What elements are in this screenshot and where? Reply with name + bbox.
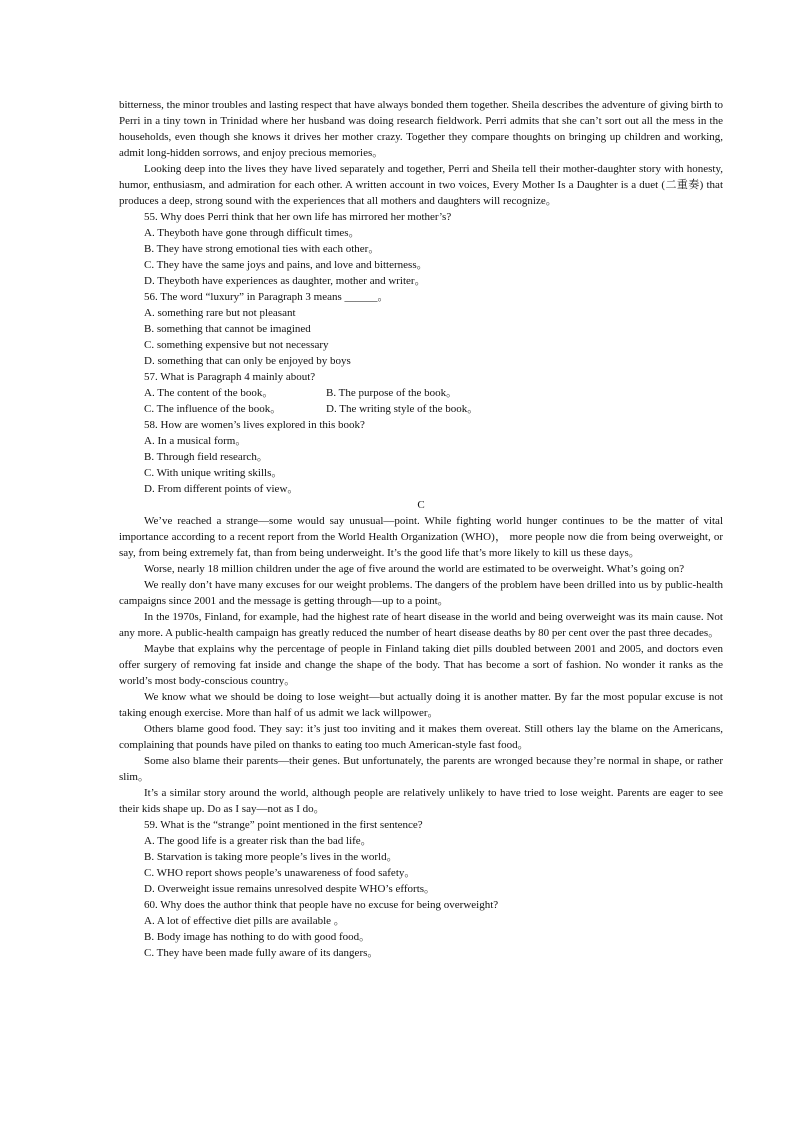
passage-c-paragraph-3: We really don’t have many excuses for our weight problems. The dangers of the problem have been drilled into us by public-health campaigns since 2001 and the message is getting through—up to a point。 [119, 579, 723, 607]
passage-b-paragraph-last: Looking deep into the lives they have lived separately and together, Perri and Sheila tell their mother-daughter story with honesty, humor, enthusiasm, and admiration for each other. A written account in two voices, Every Mother Is a Daughter is a duet (二重奏) that produces a deep, strong sound with the experiences that all mothers and daughters will recognize。 [119, 163, 723, 207]
passage-c-paragraph-5: Maybe that explains why the percentage of people in Finland taking diet pills doubled between 2001 and 2005, and doctors even offer surgery of removing fat inside and change the shape of the body. That has become a sort of fashion. No wonder it ranks as the world’s most body-conscious country。 [119, 643, 723, 687]
question-56-option-d: D. something that can only be enjoyed by boys [144, 355, 351, 367]
question-56-stem: 56. The word “luxury” in Paragraph 3 means ______。 [144, 291, 389, 303]
question-56-option-c: C. something expensive but not necessary [144, 339, 329, 351]
question-60-option-a: A. A lot of effective diet pills are available 。 [144, 915, 345, 927]
passage-c-paragraph-1: We’ve reached a strange—some would say unusual—point. While fighting world hunger continues to be the matter of vital importance according to a recent report from the World Health Organization (WHO)， more people now die from being overweight, or say, from being extremely fat, than from being underweight. It’s the good life that’s more likely to kill us these days。 [119, 515, 723, 559]
question-59-option-b: B. Starvation is taking more people’s lives in the world。 [144, 851, 398, 863]
question-57-option-c: C. The influence of the book。 [144, 403, 282, 415]
question-55-option-b: B. They have strong emotional ties with each other。 [144, 243, 380, 255]
question-56-option-a: A. something rare but not pleasant [144, 307, 296, 319]
question-57-option-a: A. The content of the book。 [144, 387, 274, 399]
passage-b-paragraph-continued: bitterness, the minor troubles and lasting respect that have always bonded them together. Sheila describes the adventure of giving birth to Perri in a tiny town in Trinidad where her husband was doing research fieldwork. Perri admits that she can’t sort out all the mess in the households, even though she knows it drives her mother crazy. Together they compare thoughts on bringing up children and working, admit long-hidden sorrows, and enjoy precious memories。 [119, 99, 723, 159]
question-58-stem: 58. How are women’s lives explored in this book? [144, 419, 365, 431]
question-59-stem: 59. What is the “strange” point mentioned in the first sentence? [144, 819, 423, 831]
question-57-options-row-2 [119, 401, 723, 417]
passage-c-paragraph-9: It’s a similar story around the world, although people are relatively unlikely to have tried to lose weight. Parents are eager to see their kids shape up. Do as I say—not as I do。 [119, 787, 723, 815]
question-60-option-c: C. They have been made fully aware of its dangers。 [144, 947, 379, 959]
question-58-option-d: D. From different points of view。 [144, 483, 299, 495]
passage-c-heading: C [417, 499, 425, 511]
question-58-option-c: C. With unique writing skills。 [144, 467, 283, 479]
question-55-stem: 55. Why does Perri think that her own life has mirrored her mother’s? [144, 211, 452, 223]
question-57-option-b: B. The purpose of the book。 [326, 387, 458, 399]
question-57-options-row-1 [119, 385, 723, 401]
question-55-option-c: C. They have the same joys and pains, and love and bitterness。 [144, 259, 428, 271]
question-60-stem: 60. Why does the author think that people have no excuse for being overweight? [144, 899, 499, 911]
question-56-option-b: B. something that cannot be imagined [144, 323, 311, 335]
passage-c-paragraph-6: We know what we should be doing to lose weight—but actually doing it is another matter. By far the most popular excuse is not taking enough exercise. More than half of us admit we lack willpower。 [119, 691, 723, 719]
exam-page [119, 97, 723, 961]
question-59-option-a: A. The good life is a greater risk than the bad life。 [144, 835, 372, 847]
passage-c-paragraph-4: In the 1970s, Finland, for example, had the highest rate of heart disease in the world and being overweight was its main cause. Not any more. A public-health campaign has greatly reduced the number of heart disease deaths by 80 per cent over the past three decades。 [119, 611, 723, 639]
passage-c-paragraph-8: Some also blame their parents—their genes. But unfortunately, the parents are wronged because they’re normal in shape, or rather slim。 [119, 755, 723, 783]
question-60-option-b: B. Body image has nothing to do with good food。 [144, 931, 371, 943]
passage-c-paragraph-2: Worse, nearly 18 million children under the age of five around the world are estimated to be overweight. What’s going on? [144, 563, 685, 575]
question-59-option-c: C. WHO report shows people’s unawareness of food safety。 [144, 867, 416, 879]
question-58-option-b: B. Through field research。 [144, 451, 268, 463]
question-58-option-a: A. In a musical form。 [144, 435, 247, 447]
question-55-option-d: D. Theyboth have experiences as daughter, mother and writer。 [144, 275, 426, 287]
question-57-option-d: D. The writing style of the book。 [326, 403, 479, 415]
question-59-option-d: D. Overweight issue remains unresolved despite WHO’s efforts。 [144, 883, 436, 895]
passage-c-paragraph-7: Others blame good food. They say: it’s just too inviting and it makes them overeat. Still others lay the blame on the Americans, complaining that pounds have piled on thanks to eating too much American-style fast food。 [119, 723, 723, 751]
question-55-option-a: A. Theyboth have gone through difficult times。 [144, 227, 360, 239]
question-57-stem: 57. What is Paragraph 4 mainly about? [144, 371, 316, 383]
